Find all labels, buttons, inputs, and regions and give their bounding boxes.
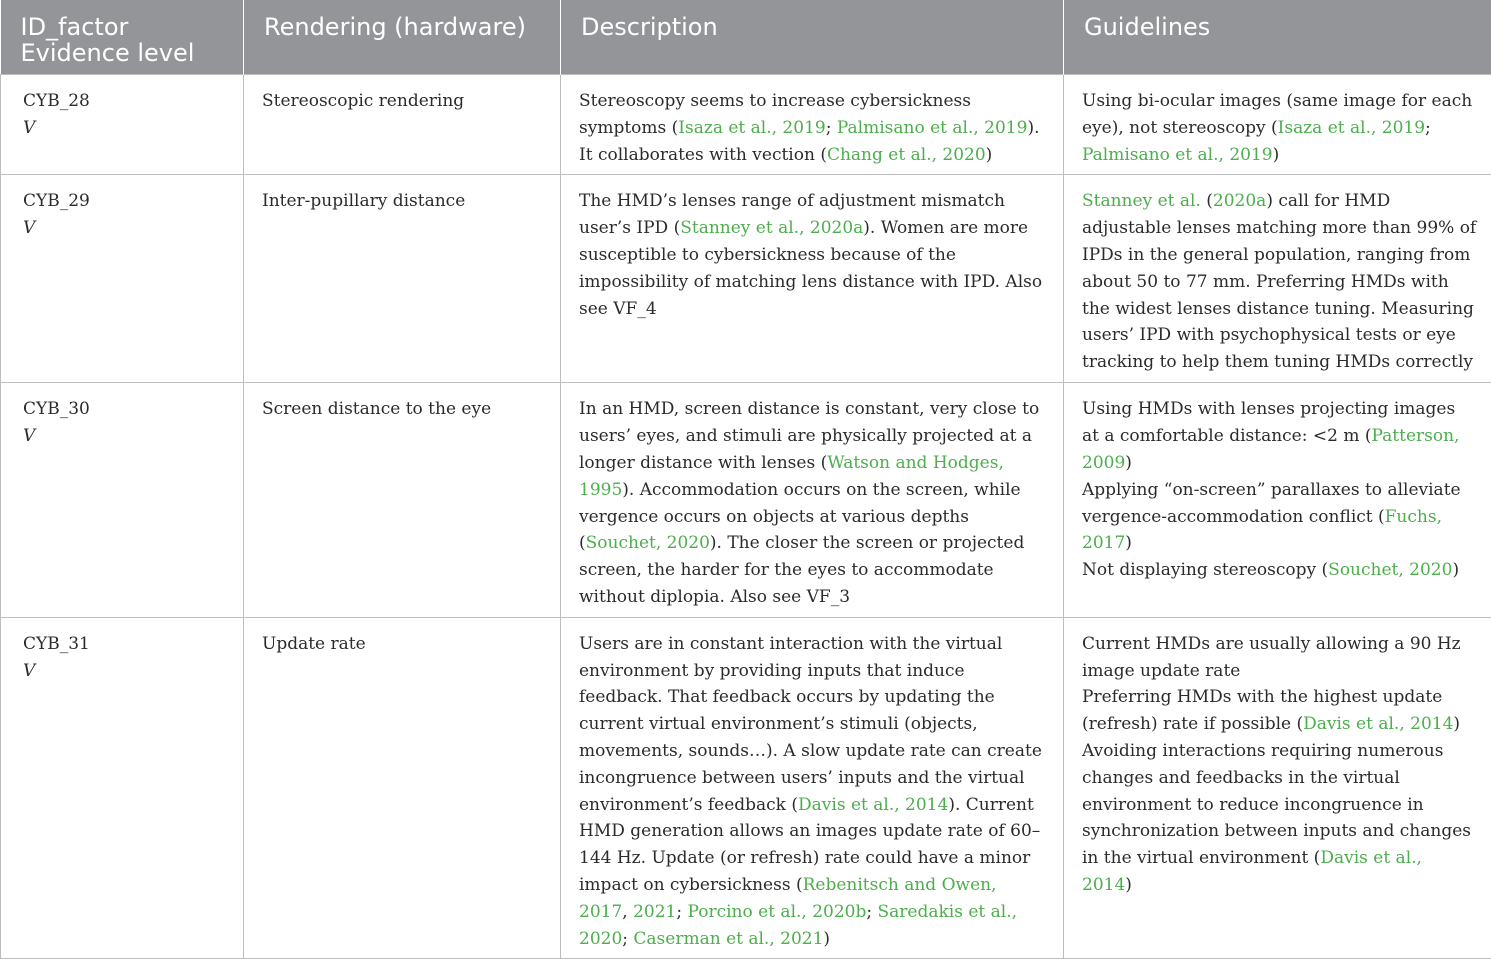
body-text: Not displaying stereoscopy ( (1082, 560, 1328, 580)
table-body (1, 75, 1491, 959)
body-text: ; (866, 902, 877, 922)
factor-id: CYB_28 (23, 88, 229, 115)
body-text: Users are in constant interaction with the virtual environment by providing inputs that induce feedback. That feedback occurs by updating the current virtual environment’s stimuli (objects, movements, sounds…). A slow update rate can create incongruence between users’ inputs and the virtual environment’s feedback ( (579, 634, 1042, 815)
factor-id: CYB_30 (23, 396, 229, 423)
body-text: ) (1125, 533, 1132, 553)
factor-id: CYB_31 (23, 631, 229, 658)
guidelines-cell (1064, 617, 1491, 959)
description-cell (561, 175, 1064, 383)
citation-link[interactable]: Palmisano et al., 2019 (837, 118, 1028, 138)
guideline-item (1082, 88, 1477, 168)
body-text: ) (1125, 875, 1132, 895)
evidence-level: V (23, 658, 229, 685)
factor-cell: Stereoscopic rendering (244, 75, 561, 175)
body-text: ) (1125, 453, 1132, 473)
body-text: , (622, 902, 633, 922)
body-text: ). The closer the screen or projected screen, the harder for the eyes to accommodate without diplopia. Also see VF_3 (579, 533, 1024, 607)
evidence-level: V (23, 423, 229, 450)
citation-link[interactable]: Saredakis et al., 2020 (579, 902, 1017, 949)
id-cell (1, 617, 244, 959)
citation-link[interactable]: Souchet, 2020 (1328, 560, 1452, 580)
body-text: ; (676, 902, 687, 922)
evidence-level: V (23, 215, 229, 242)
body-text: Using bi-ocular images (same image for each eye), not stereoscopy ( (1082, 91, 1472, 138)
header-rendering: Rendering (hardware) (244, 0, 561, 75)
body-text: ). Current HMD generation allows an images update rate of 60–144 Hz. Update (or refresh) rate could have a minor impact on cybersickness ( (579, 795, 1040, 895)
body-text: ). Women are more susceptible to cybersickness because of the impossibility of matching lens distance with IPD. Also see VF_4 (579, 218, 1042, 318)
guideline-item (1082, 477, 1477, 557)
citation-link[interactable]: Davis et al., 2014 (1303, 714, 1453, 734)
body-text: In an HMD, screen distance is constant, very close to users’ eyes, and stimuli are physically projected at a longer distance with lenses ( (579, 399, 1039, 473)
header-evidence-label: Evidence level (21, 40, 226, 66)
factor-cell: Inter-pupillary distance (244, 175, 561, 383)
evidence-level: V (23, 115, 229, 142)
citation-link[interactable]: Caserman et al., 2021 (633, 929, 823, 949)
body-text: Preferring HMDs with the highest update (refresh) rate if possible ( (1082, 687, 1442, 734)
guidelines-cell (1064, 383, 1491, 617)
guidelines-cell (1064, 75, 1491, 175)
guideline-item (1082, 557, 1477, 584)
body-text: ) (1452, 560, 1459, 580)
table-row (1, 175, 1491, 383)
body-text: ) call for HMD adjustable lenses matching more than 99% of IPDs in the general population, ranging from about 50 to 77 mm. Preferring HMDs with the widest lenses distance tuning. Measuring users’ IPD with psychophysical tests or eye tracking to help them tuning HMDs correctly (1082, 191, 1476, 372)
body-text: The HMD’s lenses range of adjustment mismatch user’s IPD ( (579, 191, 1005, 238)
id-cell (1, 75, 244, 175)
citation-link[interactable]: Isaza et al., 2019 (1278, 118, 1425, 138)
citation-link[interactable]: Chang et al., 2020 (827, 145, 986, 165)
guideline-item (1082, 188, 1477, 376)
citation-link[interactable]: Palmisano et al., 2019 (1082, 145, 1273, 165)
guideline-item (1082, 631, 1477, 685)
body-text: ; (826, 118, 837, 138)
description-cell (561, 75, 1064, 175)
id-cell (1, 175, 244, 383)
body-text: ( (1201, 191, 1213, 211)
header-description: Description (561, 0, 1064, 75)
body-text: Using HMDs with lenses projecting images at a comfortable distance: <2 m ( (1082, 399, 1455, 446)
guideline-item (1082, 396, 1477, 476)
factor-cell: Screen distance to the eye (244, 383, 561, 617)
citation-link[interactable]: Davis et al., 2014 (1082, 848, 1422, 895)
table-row (1, 75, 1491, 175)
body-text: ). Accommodation occurs on the screen, while vergence occurs on objects at various depths ( (579, 480, 1021, 554)
citation-link[interactable]: Fuchs, 2017 (1082, 507, 1442, 554)
body-text: Avoiding interactions requiring numerous changes and feedbacks in the virtual environment to reduce incongruence in synchronization between inputs and changes in the virtual environment ( (1082, 741, 1471, 868)
header-row (1, 0, 1491, 75)
body-text: Stereoscopy seems to increase cybersickness symptoms ( (579, 91, 971, 138)
body-text: ) (1453, 714, 1460, 734)
guidelines-cell (1064, 175, 1491, 383)
table-row (1, 383, 1491, 617)
factor-cell: Update rate (244, 617, 561, 959)
citation-link[interactable]: Patterson, 2009 (1082, 426, 1459, 473)
body-text: ) (1273, 145, 1280, 165)
citation-link[interactable]: Stanney et al., 2020a (680, 218, 863, 238)
citation-link[interactable]: Porcino et al., 2020b (687, 902, 866, 922)
citation-link[interactable]: 2020a (1213, 191, 1266, 211)
guideline-item (1082, 738, 1477, 899)
citation-link[interactable]: 2021 (633, 902, 676, 922)
body-text: ). It collaborates with vection ( (579, 118, 1040, 165)
description-cell (561, 617, 1064, 959)
header-guidelines: Guidelines (1064, 0, 1491, 75)
table-row (1, 617, 1491, 959)
header-id-factor (1, 0, 244, 75)
id-cell (1, 383, 244, 617)
citation-link[interactable]: Isaza et al., 2019 (678, 118, 825, 138)
body-text: Applying “on-screen” parallaxes to alleviate vergence-accommodation conflict ( (1082, 480, 1461, 527)
citation-link[interactable]: Souchet, 2020 (586, 533, 710, 553)
description-cell (561, 383, 1064, 617)
body-text: Current HMDs are usually allowing a 90 Hz image update rate (1082, 634, 1461, 681)
citation-link[interactable]: Davis et al., 2014 (798, 795, 948, 815)
factor-id: CYB_29 (23, 188, 229, 215)
body-text: ; (1425, 118, 1431, 138)
citation-link[interactable]: Rebenitsch and Owen, 2017 (579, 875, 996, 922)
guideline-item (1082, 684, 1477, 738)
body-text: ) (986, 145, 993, 165)
header-id-label: ID_factor (21, 14, 226, 40)
body-text: ; (622, 929, 633, 949)
citation-link[interactable]: Watson and Hodges, 1995 (579, 453, 1004, 500)
body-text: ) (823, 929, 830, 949)
citation-link[interactable]: Stanney et al. (1082, 191, 1201, 211)
